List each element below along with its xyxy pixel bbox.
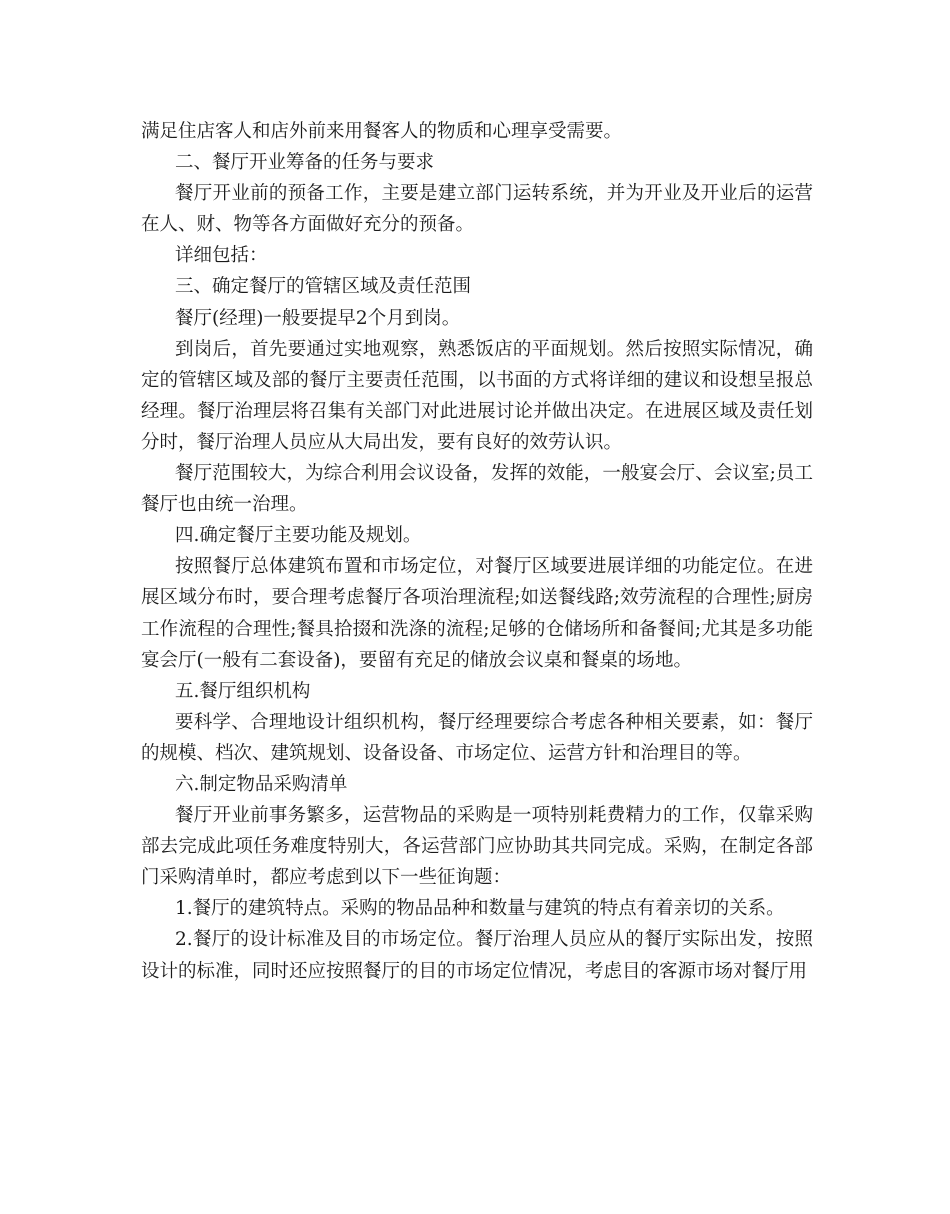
paragraph: 餐厅开业前事务繁多，运营物品的采购是一项特别耗费精力的工作，仅靠采购部去完成此项任务难度特别大，各运营部门应协助其共同完成。采购，在制定各部门采购清单时，都应考虑到以下一些征询题： [141,805,813,889]
section-heading-4: 四.确定餐厅主要功能及规划。 [175,525,422,547]
paragraph: 按照餐厅总体建筑布置和市场定位，对餐厅区域要进展详细的功能定位。在进展区域分布时，要合理考虑餐厅各项治理流程;如送餐线路;效劳流程的合理性;厨房工作流程的合理性;餐具拾掇和洗涤的流程;足够的仓储场所和备餐间;尤其是多功能宴会厅(一般有二套设备)，要留有充足的储放会议桌和餐桌的场地。 [141,556,813,671]
document-body [141,116,813,987]
section-heading-3: 三、确定餐厅的管辖区域及责任范围 [175,276,472,298]
list-item: 1.餐厅的建筑特点。采购的物品品种和数量与建筑的特点有着亲切的关系。 [175,898,785,920]
section-heading-6: 六.制定物品采购清单 [175,773,348,795]
list-item: 2.餐厅的设计标准及目的市场定位。餐厅治理人员应从的餐厅实际出发，按照设计的标准，同时还应按照餐厅的目的市场定位情况，考虑目的客源市场对餐厅用 [141,929,813,982]
section-heading-2: 二、餐厅开业筹备的任务与要求 [175,152,435,174]
paragraph: 要科学、合理地设计组织机构，餐厅经理要综合考虑各种相关要素，如：餐厅的规模、档次、建筑规划、设备设备、市场定位、运营方针和治理目的等。 [141,711,813,764]
paragraph: 到岗后，首先要通过实地观察，熟悉饭店的平面规划。然后按照实际情况，确定的管辖区域及部的餐厅主要责任范围，以书面的方式将详细的建议和设想呈报总经理。餐厅治理层将召集有关部门对此进展讨论并做出决定。在进展区域及责任划分时，餐厅治理人员应从大局出发，要有良好的效劳认识。 [141,338,813,453]
paragraph: 餐厅(经理)一般要提早2个月到岗。 [175,307,461,329]
paragraph: 详细包括： [175,245,268,267]
paragraph: 餐厅开业前的预备工作，主要是建立部门运转系统，并为开业及开业后的运营在人、财、物等各方面做好充分的预备。 [141,183,813,236]
paragraph-continuation: 满足住店客人和店外前来用餐客人的物质和心理享受需要。 [141,121,623,142]
section-heading-5: 五.餐厅组织机构 [175,680,311,702]
paragraph: 餐厅范围较大，为综合利用会议设备，发挥的效能，一般宴会厅、会议室;员工餐厅也由统一治理。 [141,463,813,516]
